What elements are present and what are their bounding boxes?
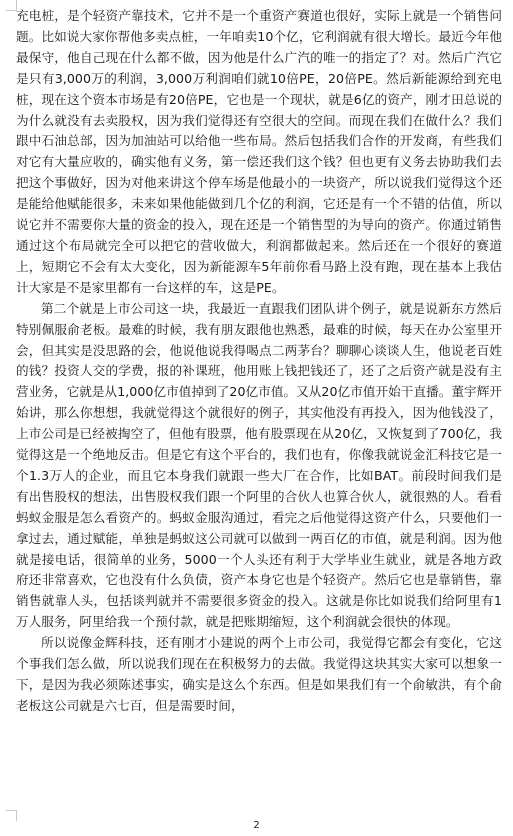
paragraph-3: 所以说像金辉科技，还有刚才小建说的两个上市公司，我觉得它都会有变化，它这个事我们怎么做，所以说我们现在在积极努力的去做。我觉得这块其实大家可以想象一下，是因为我必须陈述事实，确实是这么个东西。但是如果我们有一个俞敏洪，有个俞老板这公司就是六七百，但是需要时间，	[16, 635, 502, 713]
paragraph-2: 第二个就是上市公司这一块，我最近一直跟我们团队讲个例子，就是说新东方然后特别佩服俞老板。最难的时候，我有朋友跟他也熟悉，最难的时候，每天在办公室里开会，但其实是没思路的会，他说他说我得喝点二两茅台？聊聊心谈谈人生，他说老百姓的钱？投资人交的学费，报的补课班，他用账上钱把钱还了，还了之后资产就是没有主营业务，它就是从1,000亿市值掉到了20亿市值。又从20亿市值开始干直播。董宇辉开始讲，那么你想想，我就觉得这个就很好的例子，其实他没有再投入，因为他钱没了，上市公司是已经被掏空了，但他有股票，他有股票现在从20亿，又恢复到了700亿，我觉得这是一个绝地反击。但是它有这个平台的，我们也有，你像我就说金汇科技它是一个1.3万人的企业，而且它本身我们就跟一些大厂在合作，比如BAT。前段时间我们是有出售股权的想法，出售股权我们跟一个阿里的合伙人也算合伙人，就很熟的人。看看蚂蚁金服是怎么看资产的。蚂蚁金服沟通过，看完之后他觉得这资产什么，只要他们一拿过去，通过赋能，单独是蚂蚁这公司就可以做到一两百亿的市值，就是利润。因为他就是接电话，很简单的业务，5000一个人头还有利于大学毕业生就业，就是各地方政府还非常喜欢，它也没有什么负债，资产本身它也是个轻资产。然后它也是靠销售，靠销售就靠人头，包括谈判就并不需要很多资金的投入。这就是你比如说我们给阿里有1万人服务，阿里给我一个预付款，就是把账期缩短，这个利润就会很快的体现。	[16, 300, 502, 630]
page-number: 2	[253, 820, 260, 831]
paragraph-1: 充电桩，是个轻资产靠技术，它并不是一个重资产赛道也很好，实际上就是一个销售问题。比如说大家你帮他多卖点桩，一年咱卖10个亿，它利润就有很大增长。最近今年他最保守，他自己现在什么都不做，因为他是什么广汽的唯一的指定了？对。然后广汽它是只有3,000万的利润，3,000万利润咱们就10倍PE，20倍PE。然后新能源给到充电桩，现在这个资本市场是有20倍PE，它也是一个现状，就是6亿的资产，刚才田总说的为什么就没有去卖股权，因为我们觉得还有空很大的空间。而现在我们在做什么？我们跟中石油总部，因为加油站可以给他一些布局。然后包括我们合作的开发商，有些我们对它有大量应收的，确实他有义务，第一偿还我们这个钱？但也更有义务去协助我们去把这个事做好，因为对他来讲这个停车场是他最小的一块资产，所以说我们觉得这个还是能给他赋能很多，未来如果他能做到几个亿的利润，它还是有一个不错的估值，所以说它并不需要你大量的资金的投入，现在还是一个销售型的为导向的资产。你通过销售通过这个布局就完全可以把它的营收做大，利润都做起来。然后还在一个很好的赛道上，短期它不会有太大变化，因为新能源车5年前你看马路上没有跑，现在基本上我估计大家是不是家里都有一台这样的车，这是PE。	[16, 8, 502, 295]
document-body	[16, 6, 502, 717]
